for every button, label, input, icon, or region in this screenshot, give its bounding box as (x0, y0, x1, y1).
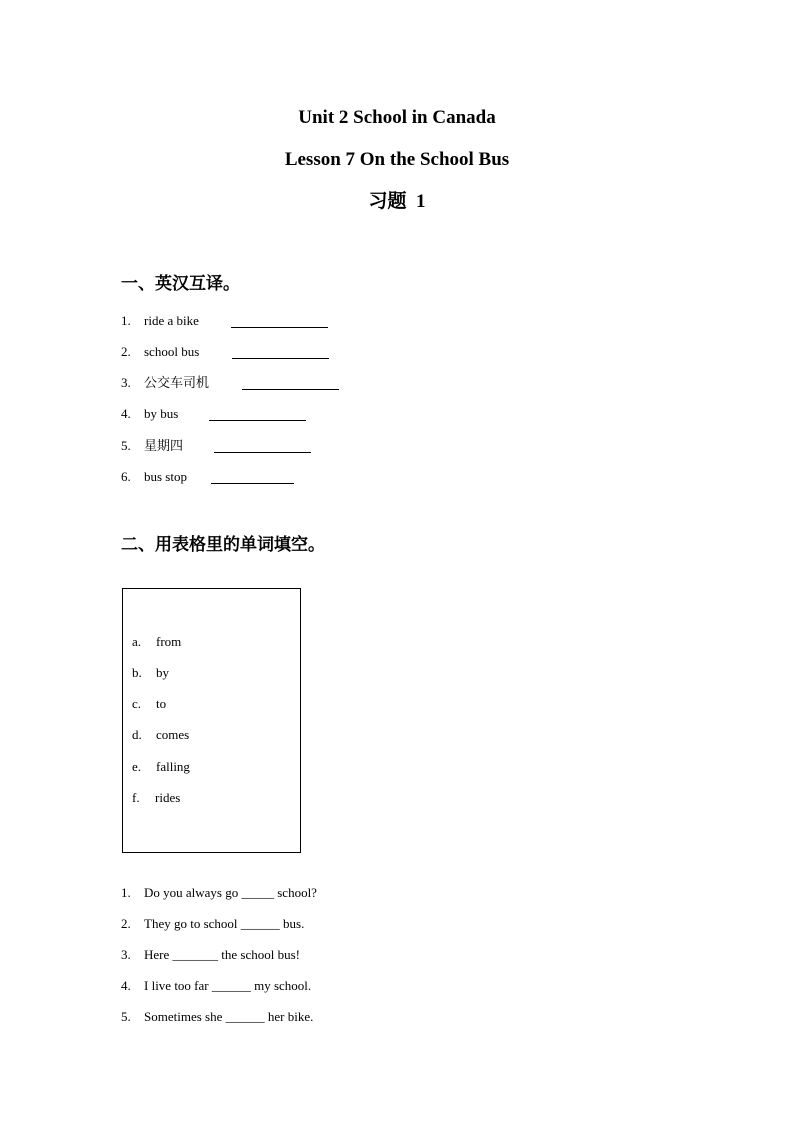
translation-item (121, 344, 361, 362)
fill-in-sentence (121, 916, 421, 934)
unit-title: Unit 2 School in Canada (298, 107, 496, 128)
sentence-text: Sometimes she ______ her bike. (144, 1009, 314, 1024)
exercise-label: 习题 1 (368, 191, 426, 212)
item-number: 2. (121, 344, 131, 359)
translation-item (121, 375, 361, 393)
section-2-heading: 二、用表格里的单词填空。 (121, 535, 325, 554)
option-letter: a. (132, 634, 142, 649)
fill-in-sentence (121, 885, 421, 903)
option-word: to (156, 696, 167, 711)
fill-in-sentence (121, 947, 421, 965)
sentence-text: They go to school ______ bus. (144, 916, 305, 931)
item-number: 6. (121, 469, 131, 484)
translation-item (121, 438, 361, 456)
sentence-number: 1. (121, 885, 131, 900)
item-text: bus stop (144, 469, 187, 484)
item-text: 公交车司机 (144, 375, 210, 390)
sentence-text: I live too far ______ my school. (144, 978, 312, 993)
answer-blank[interactable] (214, 452, 311, 453)
section-1-heading: 一、英汉互译。 (121, 274, 240, 293)
option-word: by (156, 665, 169, 680)
item-text: 星期四 (144, 438, 184, 453)
option-letter: c. (132, 696, 142, 711)
fill-in-sentence (121, 1009, 421, 1027)
translation-item (121, 406, 361, 424)
answer-blank[interactable] (232, 358, 329, 359)
fill-in-sentence (121, 978, 421, 996)
sentence-number: 5. (121, 1009, 131, 1024)
answer-blank[interactable] (242, 389, 339, 390)
translation-item (121, 469, 361, 487)
option-word: rides (155, 790, 181, 805)
word-bank-box (122, 588, 301, 853)
option-word: from (156, 634, 182, 649)
translation-item (121, 313, 361, 331)
sentence-number: 4. (121, 978, 131, 993)
answer-blank[interactable] (209, 420, 306, 421)
sentence-text: Do you always go _____ school? (144, 885, 317, 900)
sentence-number: 2. (121, 916, 131, 931)
item-text: school bus (144, 344, 200, 359)
option-word: comes (156, 727, 190, 742)
option-letter: e. (132, 759, 142, 774)
answer-blank[interactable] (211, 483, 294, 484)
option-letter: b. (132, 665, 142, 680)
option-letter: f. (132, 790, 140, 805)
answer-blank[interactable] (231, 327, 328, 328)
item-number: 4. (121, 406, 131, 421)
item-text: ride a bike (144, 313, 199, 328)
sentence-number: 3. (121, 947, 131, 962)
item-number: 3. (121, 375, 131, 390)
option-word: falling (156, 759, 190, 774)
item-number: 5. (121, 438, 131, 453)
item-text: by bus (144, 406, 179, 421)
lesson-title: Lesson 7 On the School Bus (284, 149, 510, 170)
option-letter: d. (132, 727, 142, 742)
item-number: 1. (121, 313, 131, 328)
sentence-text: Here _______ the school bus! (144, 947, 300, 962)
